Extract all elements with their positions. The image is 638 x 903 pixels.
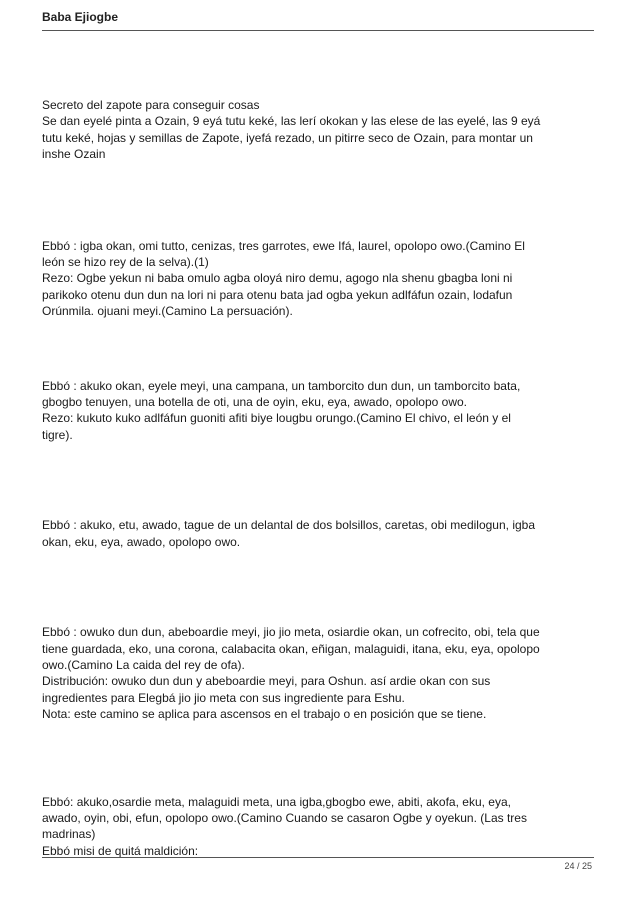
text-line: Rezo: Ogbe yekun ni baba omulo agba oloyá niro demu, agogo nla shenu gbagba loni ni bbox=[42, 271, 513, 286]
text-line: Ebbó misi de quitá maldición: bbox=[42, 843, 199, 858]
document-body bbox=[42, 97, 594, 859]
text-line: Ebbó : igba okan, omi tutto, cenizas, tres garrotes, ewe Ifá, laurel, opolopo owo.(Camino El bbox=[42, 238, 525, 253]
text-line: tiene guardada, eko, una corona, calabacita okan, eñigan, malaguidi, itana, eku, eya, opolopo bbox=[42, 641, 540, 656]
text-line: tigre). bbox=[42, 427, 73, 442]
text-line: inshe Ozain bbox=[42, 147, 106, 162]
text-line: Secreto del zapote para conseguir cosas bbox=[42, 98, 260, 112]
text-line: león se hizo rey de la selva).(1) bbox=[42, 255, 209, 270]
footer-divider bbox=[42, 857, 594, 858]
text-line: Se dan eyelé pinta a Ozain, 9 eyá tutu keké, las lerí okokan y las elese de las eyelé, las 9 eyá bbox=[42, 114, 541, 129]
text-line: Ebbó : akuko okan, eyele meyi, una campana, un tamborcito dun dun, un tamborcito bata, bbox=[42, 378, 521, 393]
text-line: Ebbó: akuko,osardie meta, malaguidi meta, una igba,gbogbo ewe, abiti, akofa, eku, eya, bbox=[42, 794, 511, 809]
text-line: Rezo: kukuto kuko adlfáfun guoniti afiti biye lougbu orungo.(Camino El chivo, el león y el bbox=[42, 411, 511, 426]
text-line: okan, eku, eya, awado, opolopo owo. bbox=[42, 534, 241, 549]
paragraph-block bbox=[42, 378, 594, 444]
document-header-title: Baba Ejiogbe bbox=[42, 10, 119, 24]
paragraph-block bbox=[42, 238, 594, 320]
page-number: 24 / 25 bbox=[564, 861, 592, 871]
text-line: tutu keké, hojas y semillas de Zapote, iyefá rezado, un pitirre seco de Ozain, para montar un bbox=[42, 130, 533, 145]
text-line: Nota: este camino se aplica para ascensos en el trabajo o en posición que se tiene. bbox=[42, 707, 487, 722]
text-line: Ebbó : akuko, etu, awado, tague de un delantal de dos bolsillos, caretas, obi medilogun, igba bbox=[42, 518, 536, 533]
paragraph-block bbox=[42, 97, 594, 163]
text-line: Ebbó : owuko dun dun, abeboardie meyi, jio jio meta, osiardie okan, un cofrecito, obi, tela que bbox=[42, 625, 540, 640]
text-line: owo.(Camino La caida del rey de ofa). bbox=[42, 657, 245, 672]
text-line: gbogbo tenuyen, una botella de oti, una de oyin, eku, eya, awado, opolopo owo. bbox=[42, 395, 467, 410]
text-line: parikoko otenu dun dun na lori ni para otenu bata jad ogba yekun adlfáfun ozain, lodafun bbox=[42, 287, 513, 302]
paragraph-block bbox=[42, 517, 594, 550]
text-line: madrinas) bbox=[42, 827, 96, 842]
paragraph-block bbox=[42, 794, 594, 860]
text-line: Orúnmila. ojuani meyi.(Camino La persuación). bbox=[42, 304, 293, 319]
text-line: ingredientes para Elegbá jio jio meta con sus ingrediente para Eshu. bbox=[42, 690, 405, 705]
header-divider bbox=[42, 30, 594, 31]
text-line: Distribución: owuko dun dun y abeboardie meyi, para Oshun. así ardie okan con sus bbox=[42, 674, 491, 689]
text-line: awado, oyin, obi, efun, opolopo owo.(Camino Cuando se casaron Ogbe y oyekun. (Las tres bbox=[42, 810, 527, 825]
paragraph-block bbox=[42, 624, 594, 722]
